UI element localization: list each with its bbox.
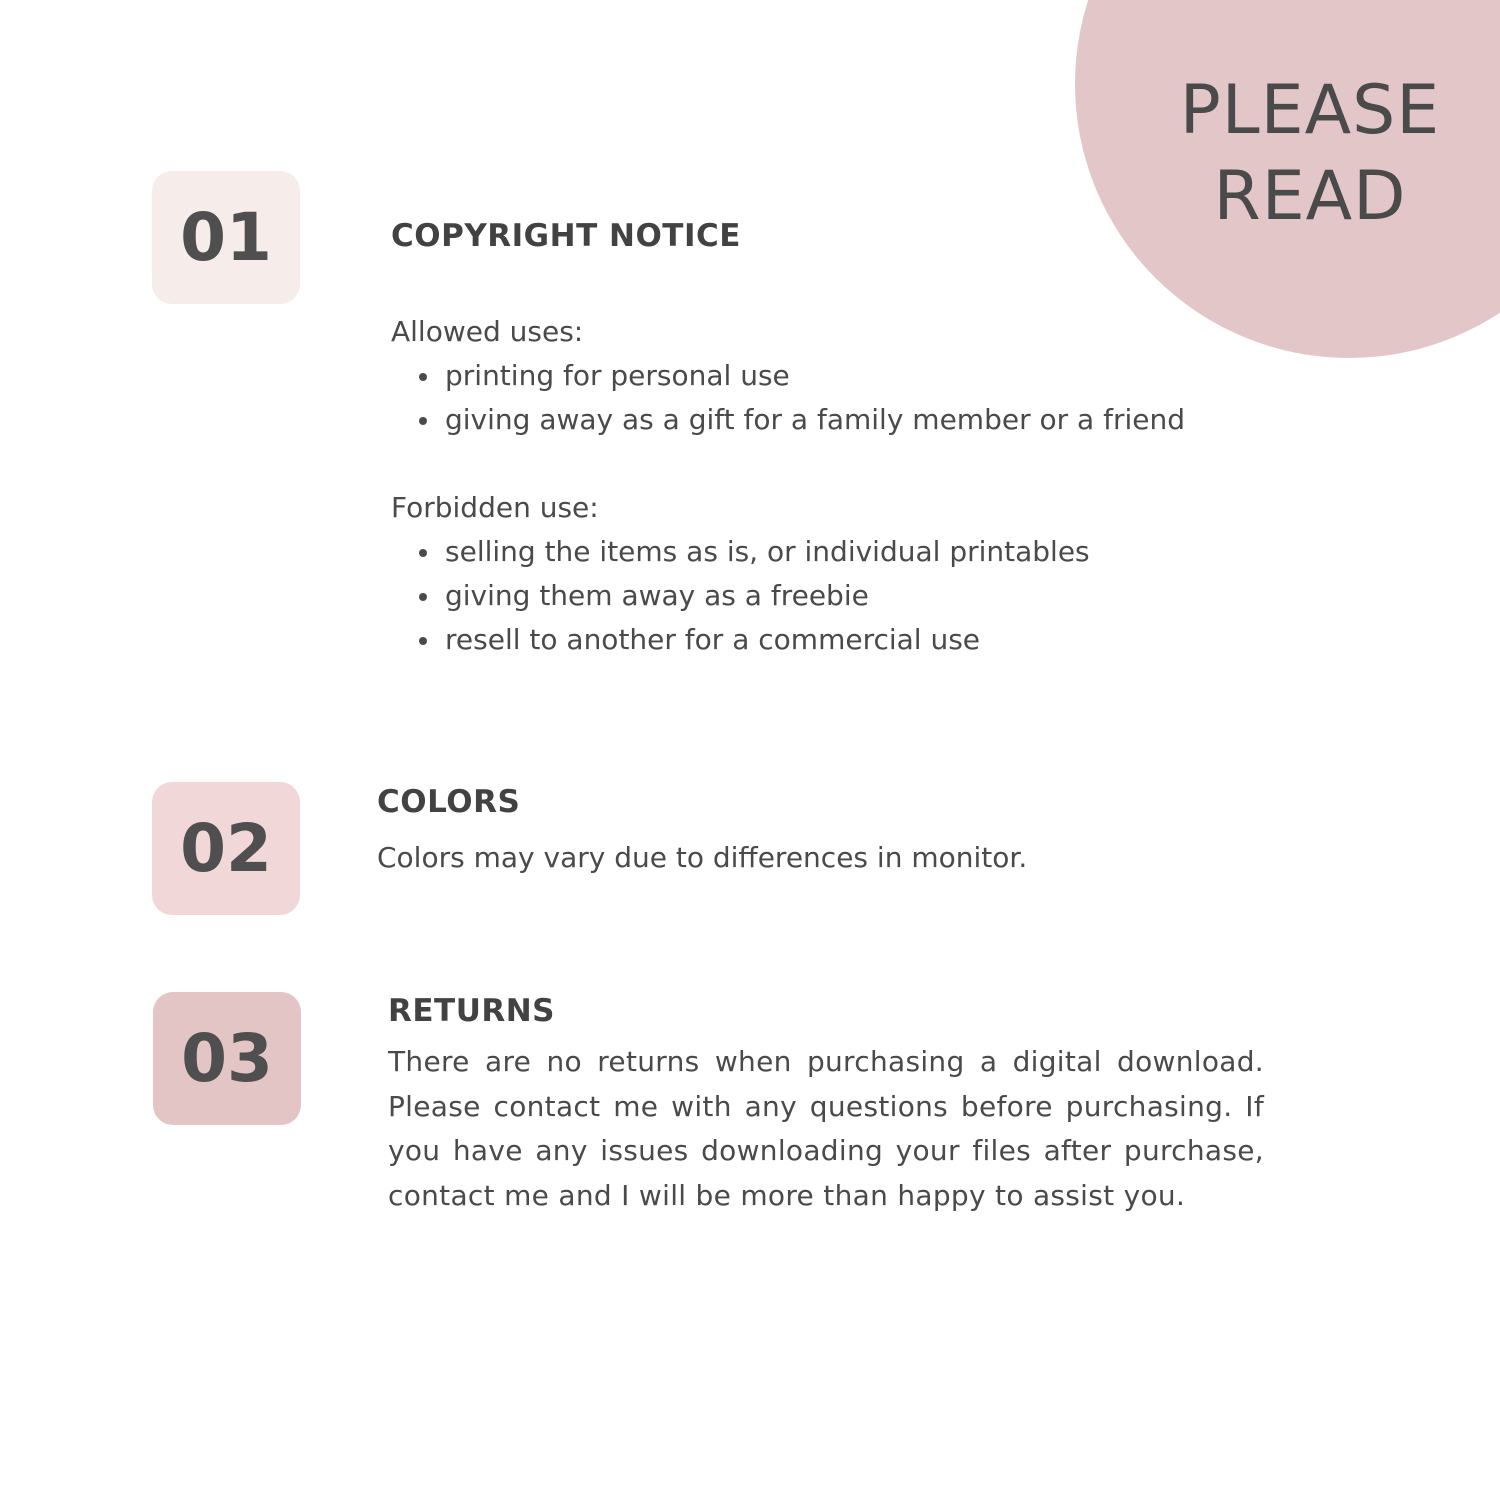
copyright-notice-heading: COPYRIGHT NOTICE — [391, 218, 741, 254]
forbidden-use-list — [391, 530, 1221, 662]
returns-body: There are no returns when purchasing a digital download. Please contact me with any questions before purchasing. If you have any issues downloading your files after purchase, contact me and I will be more than happy to assist you. — [388, 1045, 1264, 1212]
colors-body: Colors may vary due to differences in monitor. — [377, 841, 1028, 874]
returns-heading: RETURNS — [388, 993, 556, 1029]
allowed-uses-list — [391, 354, 1221, 442]
list-item: printing for personal use — [445, 354, 1221, 398]
forbidden-use-label: Forbidden use: — [391, 491, 599, 524]
list-item: giving away as a gift for a family member or a friend — [445, 398, 1205, 442]
list-item: resell to another for a commercial use — [445, 618, 1221, 662]
section-number-badge-02: 02 — [152, 782, 300, 915]
list-item: selling the items as is, or individual printables — [445, 530, 1221, 574]
colors-heading: COLORS — [377, 784, 521, 820]
allowed-uses-label: Allowed uses: — [391, 315, 584, 348]
please-read-line-2: READ — [1213, 157, 1407, 236]
please-read-line-1: PLEASE — [1179, 71, 1441, 150]
please-read-title — [1140, 68, 1480, 240]
section-number-badge-01: 01 — [152, 171, 300, 304]
spacer — [391, 442, 1221, 486]
list-item: giving them away as a freebie — [445, 574, 1221, 618]
copyright-notice-body — [391, 310, 1221, 662]
section-number-badge-03: 03 — [153, 992, 301, 1125]
